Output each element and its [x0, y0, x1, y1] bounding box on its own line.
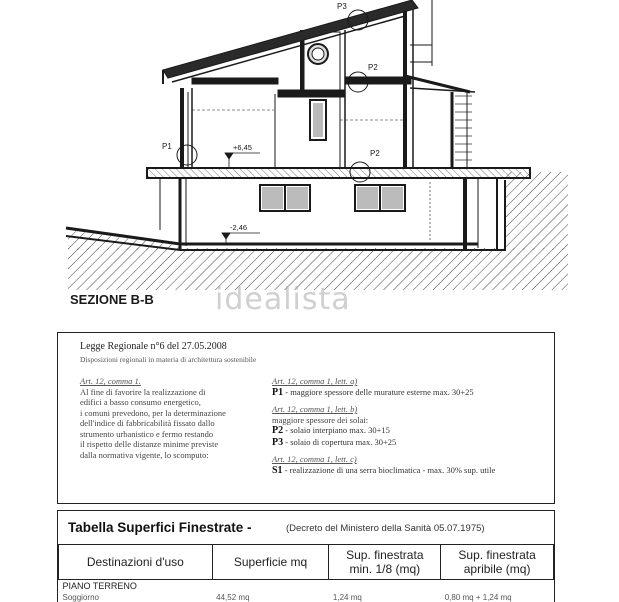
table-cell: 0,80 mq + 1,24 mq: [444, 592, 512, 602]
article-left-line: dell'indice di fabbricabilità fissato dallo: [80, 418, 215, 428]
callout-label-p3: P3: [337, 2, 347, 11]
callout-label-p1: P1: [162, 142, 172, 151]
item-code: S1: [272, 464, 283, 476]
section-title: SEZIONE B-B: [70, 292, 154, 307]
item-text: - maggiore spessore delle murature esterne max. 30+25: [283, 386, 474, 397]
column-header: Sup. finestrata apribile (mq): [441, 545, 554, 580]
ground-floor-windows: [260, 185, 405, 211]
law-title: Legge Regionale n°6 del 27.05.2008: [80, 341, 227, 352]
item-heading: Art. 12, comma 1, lett. b): [272, 404, 358, 414]
exterior-stair: [455, 96, 472, 160]
callout-label-p2-top: P2: [368, 63, 378, 72]
article-left-line: edifici a basso consumo energetico,: [80, 397, 201, 407]
table-cell: 1,24 mq: [332, 592, 362, 602]
column-header: Destinazioni d'uso: [59, 545, 213, 580]
surface-table-grid: [58, 544, 554, 602]
table-title: Tabella Superfici Finestrate -: [68, 520, 252, 535]
level-marker-upper: [225, 153, 260, 168]
list-item: [272, 465, 550, 477]
article-left-line: il rispetto delle distanze minime previste: [80, 439, 219, 449]
article-left-line: Al fine di favorire la realizzazione di: [80, 386, 206, 397]
item-code: P2: [272, 425, 284, 436]
level-label-lower: -2,46: [230, 223, 248, 232]
item-text: - solaio di copertura max. 30+25: [283, 436, 397, 447]
list-item: [272, 437, 550, 449]
table-cell: 44,52 mq: [216, 592, 250, 602]
ground-hatching: [68, 172, 568, 290]
watermark: idealista: [215, 282, 351, 317]
list-item: [272, 425, 550, 437]
floor-slab: [147, 168, 530, 178]
article-left-column: [80, 376, 270, 460]
article-left-line: i comuni prevedono, per la determinazione: [80, 407, 226, 418]
callout-label-p2-mid: P2: [370, 149, 380, 158]
law-subtitle: Disposizioni regionali in materia di architettura sostenibile: [80, 355, 257, 364]
column-header: Sup. finestrata min. 1/8 (mq): [329, 545, 441, 580]
table-decree: (Decreto del Ministero della Sanità 05.07.1975): [286, 523, 485, 534]
windows-surface-table: [57, 510, 555, 602]
item-heading: Art. 12, comma 1, lett. c): [272, 454, 357, 464]
article-left-line: strumento urbanistico e fermo restando: [80, 428, 214, 439]
item-subheading: maggiore spessore dei solai:: [272, 414, 369, 425]
article-left-heading: Art. 12, comma 1.: [80, 376, 141, 386]
table-cell: Soggiorno: [62, 592, 99, 602]
item-code: P1: [272, 386, 284, 398]
item-code: P3: [272, 436, 284, 448]
table-section-label: PIANO TERRENO: [62, 581, 137, 591]
list-item: [272, 387, 550, 399]
article-left-line: dalla normativa vigente, lo scomputo:: [80, 449, 209, 460]
item-text: - realizzazione di una serra bioclimatica - max. 30% sup. utile: [282, 464, 496, 475]
item-text: - solaio interpiano max. 30+15: [283, 425, 390, 435]
level-marker-lower: [222, 233, 260, 244]
law-reference-box: [57, 332, 555, 504]
article-right-column: [272, 376, 550, 476]
column-header: Superficie mq: [212, 545, 329, 580]
level-label-upper: +6,45: [233, 143, 252, 152]
item-heading: Art. 12, comma 1, lett. a): [272, 376, 358, 386]
roof: [163, 0, 418, 84]
